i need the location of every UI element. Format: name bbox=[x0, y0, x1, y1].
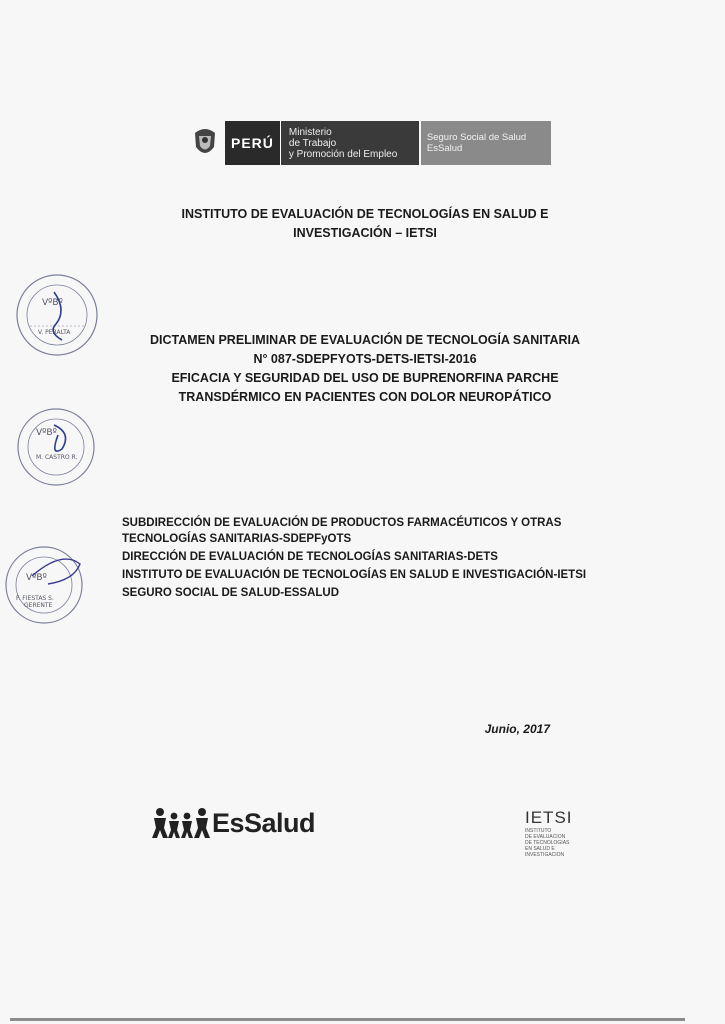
organization-item: SEGURO SOCIAL DE SALUD-ESSALUD bbox=[122, 587, 340, 599]
institute-title bbox=[130, 205, 600, 243]
essalud-line: EsSalud bbox=[426, 143, 463, 154]
essalud-wordmark: EsSalud bbox=[212, 807, 316, 838]
stamp-name: F. FIESTAS S. bbox=[16, 595, 54, 602]
organizations-list bbox=[122, 515, 622, 603]
ietsi-logo-line: DE TECNOLOGIAS bbox=[525, 840, 570, 846]
ministry-line: y Promoción del Empleo bbox=[288, 148, 398, 160]
ietsi-wordmark: IETSI bbox=[525, 808, 573, 827]
stamp-vobo: VºBº bbox=[42, 298, 63, 308]
dictamen-line: TRANSDÉRMICO EN PACIENTES CON DOLOR NEUROPÁTICO bbox=[178, 390, 552, 404]
stamp-name: M. CASTRO R. bbox=[36, 454, 78, 461]
government-header-band bbox=[185, 121, 551, 165]
dictamen-line: N° 087-SDEPFYOTS-DETS-IETSI-2016 bbox=[253, 352, 477, 366]
dictamen-line: DICTAMEN PRELIMINAR DE EVALUACIÓN DE TECNOLOGÍA SANITARIA bbox=[149, 333, 581, 347]
scan-edge-line bbox=[10, 1018, 685, 1021]
family-figures-icon bbox=[152, 806, 210, 840]
ietsi-logo bbox=[525, 808, 573, 858]
ministry-line: de Trabajo bbox=[288, 137, 337, 149]
essalud-logo bbox=[152, 806, 315, 840]
institute-title-line: INVESTIGACIÓN – IETSI bbox=[293, 226, 437, 240]
approval-stamp-2 bbox=[14, 405, 99, 490]
organization-item: SUBDIRECCIÓN DE EVALUACIÓN DE PRODUCTOS FARMACÉUTICOS Y OTRAS TECNOLOGÍAS SANITARIAS-SDEPFyOTS bbox=[122, 517, 562, 545]
ietsi-logo-line: INVESTIGACION bbox=[525, 852, 565, 858]
ietsi-logo-line: INSTITUTO bbox=[525, 828, 552, 834]
document-date: Junio, 2017 bbox=[484, 722, 550, 736]
stamp-role: GERENTE bbox=[24, 602, 53, 609]
stamp-vobo: VºBº bbox=[36, 428, 57, 438]
approval-stamp-1 bbox=[12, 270, 102, 360]
peru-coat-of-arms-icon bbox=[185, 121, 225, 165]
ministry-line: Ministerio bbox=[288, 126, 332, 138]
organization-item: DIRECCIÓN DE EVALUACIÓN DE TECNOLOGÍAS SANITARIAS-DETS bbox=[122, 551, 498, 563]
peru-label: PERÚ bbox=[225, 121, 281, 165]
stamp-name: V. PERALTA bbox=[38, 329, 71, 336]
ietsi-logo-line: DE EVALUACION bbox=[525, 834, 566, 840]
stamp-vobo: VºBº bbox=[26, 573, 47, 583]
dictamen-title bbox=[110, 331, 620, 407]
ietsi-logo-line: EN SALUD E bbox=[525, 846, 555, 852]
essalud-label bbox=[421, 121, 551, 165]
essalud-line: Seguro Social de Salud bbox=[426, 132, 527, 143]
ministry-label bbox=[281, 121, 419, 165]
dictamen-line: EFICACIA Y SEGURIDAD DEL USO DE BUPRENORFINA PARCHE bbox=[171, 371, 559, 385]
approval-stamp-3 bbox=[2, 540, 92, 630]
organization-item: INSTITUTO DE EVALUACIÓN DE TECNOLOGÍAS EN SALUD E INVESTIGACIÓN-IETSI bbox=[122, 569, 587, 581]
institute-title-line: INSTITUTO DE EVALUACIÓN DE TECNOLOGÍAS EN SALUD E bbox=[181, 207, 549, 221]
